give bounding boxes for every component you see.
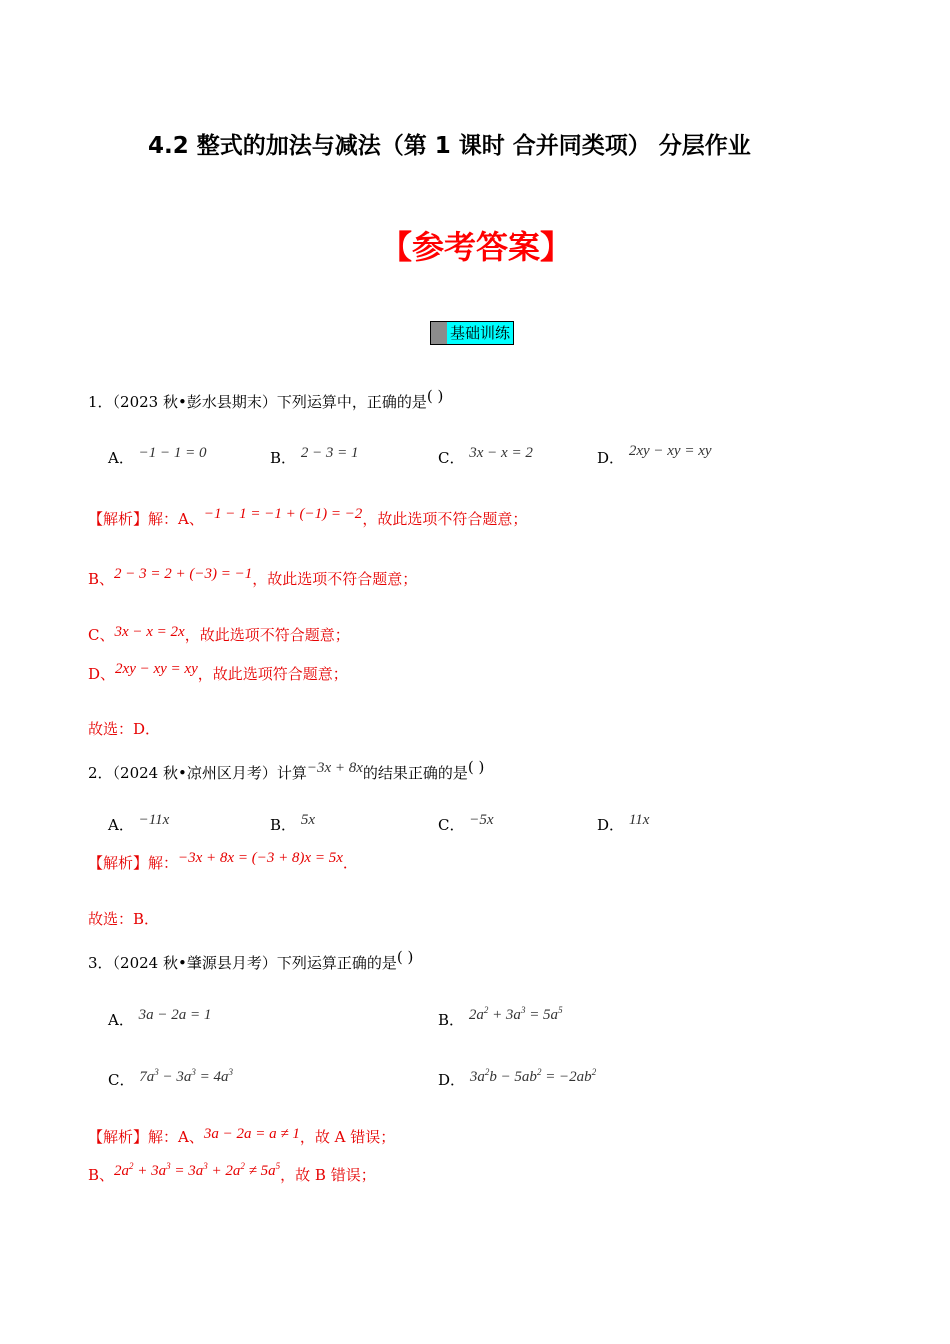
expr-exponent: 5 (558, 1005, 563, 1015)
option-expr: 3a − 2a = 1 (138, 1007, 212, 1023)
analysis-prefix: 【解析】解：A、 (88, 1128, 204, 1146)
question-1-option-a (108, 447, 207, 468)
analysis-suffix: ，故 A 错误； (299, 1128, 396, 1146)
analysis-expr (114, 1163, 280, 1179)
expr-exponent: 2 (240, 1161, 245, 1171)
expr-exponent: 3 (166, 1161, 171, 1171)
expr-exponent: 3 (228, 1067, 234, 1077)
option-expr: 2 − 3 = 1 (300, 445, 359, 461)
question-1-analysis-a (88, 508, 527, 529)
question-3-option-c (108, 1069, 233, 1090)
question-1-option-b (270, 447, 359, 468)
option-letter: B． (270, 816, 297, 834)
expr-part: 2a (468, 1007, 484, 1023)
expr-part: 7a (139, 1069, 155, 1085)
option-expr (139, 1069, 233, 1085)
option-letter: A． (108, 816, 134, 834)
expr-part: = 5a (525, 1007, 559, 1023)
option-letter: C． (438, 449, 465, 467)
question-3-analysis-a (88, 1126, 395, 1147)
question-2-option-c (438, 814, 494, 835)
question-3-option-b (438, 1005, 563, 1030)
question-1-analysis-d (88, 663, 348, 684)
analysis-suffix: ，故此选项符合题意； (197, 665, 348, 683)
option-expr (469, 1007, 563, 1023)
option-letter: B． (270, 449, 297, 467)
option-letter: D． (597, 449, 625, 467)
question-3-option-a (108, 1009, 211, 1030)
question-2-option-d (597, 814, 649, 835)
expr-exponent: 5 (275, 1161, 281, 1171)
analysis-expr: −1 − 1 = −1 + (−1) = −2 (203, 506, 363, 522)
expr-part: = 4a (195, 1069, 229, 1085)
question-2-choice: 故选：B． (88, 910, 160, 928)
expr-exponent: 3 (203, 1161, 208, 1171)
option-expr: −1 − 1 = 0 (138, 445, 207, 461)
question-2-option-a (108, 814, 169, 835)
analysis-prefix: C、 (88, 626, 115, 644)
analysis-expr: 2xy − xy = xy (115, 661, 198, 677)
expr-part: + 3a (133, 1163, 167, 1179)
expr-exponent: 2 (484, 1067, 490, 1077)
expr-exponent: 2 (536, 1067, 542, 1077)
analysis-prefix: 【解析】解：A、 (88, 510, 204, 528)
option-letter: C． (108, 1071, 135, 1089)
analysis-prefix: B、 (88, 570, 115, 588)
expr-part: b − 5ab (489, 1069, 537, 1085)
question-1-option-c (438, 447, 533, 468)
analysis-expr: 3x − x = 2x (114, 624, 185, 640)
question-2-expr: −3x + 8x (306, 760, 363, 776)
option-expr: 11x (628, 812, 650, 828)
analysis-expr: −3x + 8x = (−3 + 8)x = 5x (178, 850, 343, 866)
question-3-text: 3．（2024 秋•肇源县月考）下列运算正确的是 (88, 954, 397, 972)
expr-part: + 2a (207, 1163, 241, 1179)
question-1-text: 1．（2023 秋•彭水县期末）下列运算中，正确的是 (88, 393, 427, 411)
question-1-choice: 故选：D． (88, 720, 161, 738)
question-2-option-b (270, 814, 315, 835)
analysis-suffix: ，故此选项不符合题意； (184, 626, 350, 644)
option-expr: 5x (300, 812, 315, 828)
option-expr (470, 1069, 596, 1085)
answer-heading: 【参考答案】 (380, 228, 573, 266)
question-1-paren: ( ) (426, 387, 444, 405)
expr-exponent: 2 (483, 1005, 489, 1015)
option-expr: 2xy − xy = xy (628, 443, 712, 459)
option-expr: 3x − x = 2 (469, 445, 533, 461)
question-2-text-after: 的结果正确的是 (362, 764, 468, 782)
analysis-prefix: D、 (88, 665, 116, 683)
option-letter: A． (108, 449, 134, 467)
analysis-prefix: 【解析】解： (88, 854, 179, 872)
analysis-prefix: B、 (88, 1166, 115, 1184)
expr-exponent: 3 (154, 1067, 159, 1077)
analysis-suffix: ． (342, 854, 358, 872)
expr-exponent: 3 (520, 1005, 526, 1015)
expr-part: 3a (469, 1069, 485, 1085)
question-3-analysis-b (88, 1161, 376, 1185)
option-letter: A． (108, 1011, 134, 1029)
analysis-suffix: ，故此选项不符合题意； (252, 570, 418, 588)
question-2-analysis (88, 852, 358, 873)
section-label: 基础训练 (447, 322, 513, 344)
page-title: 4.2 整式的加法与减法（第 1 课时 合并同类项） 分层作业 (148, 133, 751, 159)
question-1-analysis-c (88, 624, 350, 645)
option-letter: D． (438, 1071, 466, 1089)
expr-part: − 3a (158, 1069, 192, 1085)
question-3-stem (88, 948, 413, 973)
question-3-paren: ( ) (396, 948, 414, 966)
expr-exponent: 2 (129, 1161, 134, 1171)
question-3-option-d (438, 1069, 596, 1090)
question-2-text: 2．（2024 秋•凉州区月考）计算 (88, 764, 307, 782)
question-2-stem (88, 758, 484, 783)
analysis-suffix: ，故此选项不符合题意； (362, 510, 528, 528)
option-expr: −5x (469, 812, 494, 828)
option-letter: D． (597, 816, 625, 834)
expr-part: = −2ab (541, 1069, 592, 1085)
analysis-suffix: ，故 B 错误； (280, 1166, 376, 1184)
expr-exponent: 2 (591, 1067, 597, 1077)
question-1-analysis-b (88, 568, 417, 589)
question-1-stem (88, 387, 443, 412)
question-1-option-d (597, 443, 712, 468)
section-label-marker (431, 322, 447, 344)
expr-part: = 3a (170, 1163, 204, 1179)
expr-exponent: 3 (191, 1067, 196, 1077)
expr-part: 2a (114, 1163, 130, 1179)
option-expr: −11x (138, 812, 170, 828)
option-letter: B． (438, 1011, 465, 1029)
option-letter: C． (438, 816, 465, 834)
expr-part: ≠ 5a (244, 1163, 276, 1179)
analysis-expr: 3a − 2a = a ≠ 1 (203, 1126, 300, 1142)
analysis-expr: 2 − 3 = 2 + (−3) = −1 (114, 566, 253, 582)
question-2-paren: ( ) (467, 758, 485, 776)
expr-part: + 3a (488, 1007, 521, 1023)
section-label-box (430, 321, 514, 345)
